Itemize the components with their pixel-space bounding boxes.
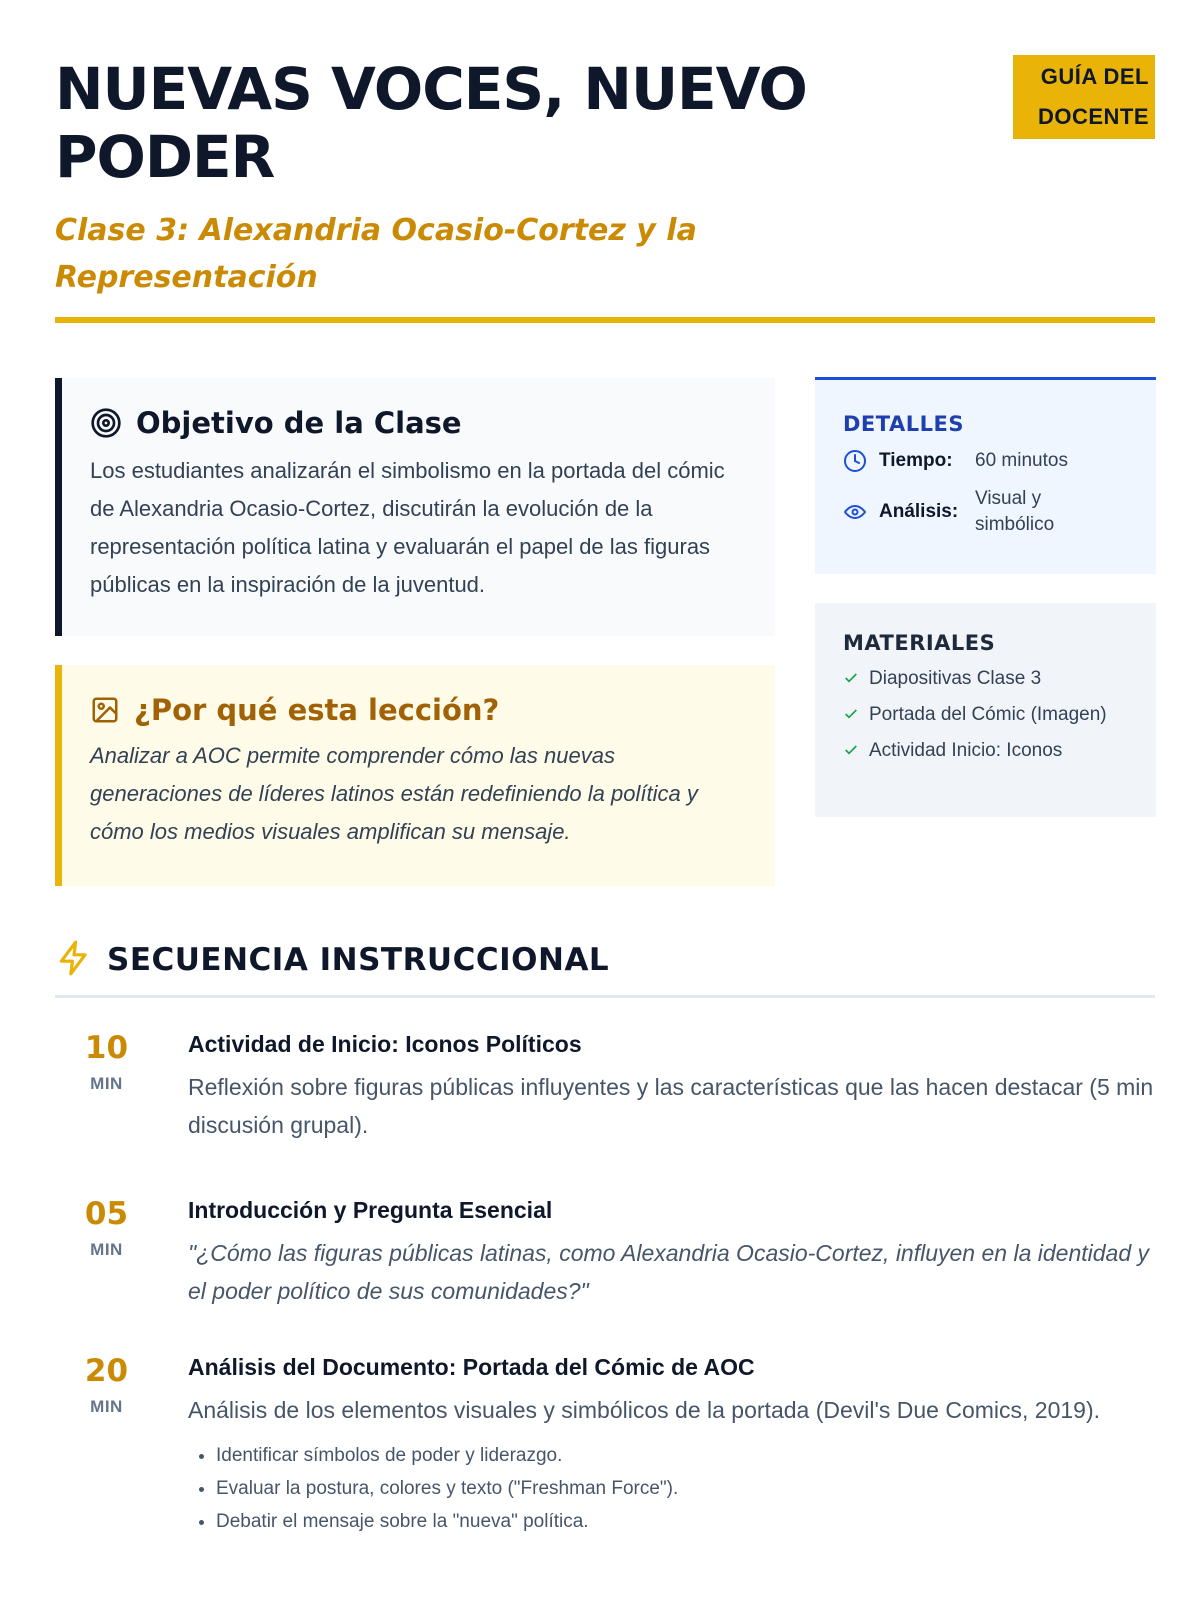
sequence-step [55,1028,1155,1144]
image-icon [90,695,120,725]
materials-panel [815,603,1156,817]
sequence-step [55,1194,1155,1310]
step-duration [55,1351,188,1538]
detail-label: Tiempo: [879,450,953,471]
step-unit: MIN [90,1240,123,1259]
objective-text: Los estudiantes analizarán el simbolismo en la portada del cómic de Alexandria Ocasio-Cortez, discutirán la evolución de la representación política latina y evaluarán el papel de las figuras públicas en la inspiración de la juventud. [90,458,725,597]
step-text: Reflexión sobre figuras públicas influyentes y las características que las hacen destacar (5 min discusión grupal). [188,1074,1154,1138]
check-icon [843,665,869,694]
step-duration [55,1194,188,1310]
list-item: • Debatir el mensaje sobre la "nueva" política. [216,1505,1155,1538]
eye-icon [843,500,867,524]
list-item [843,737,1128,766]
step-title: Análisis del Documento: Portada del Cómic de AOC [188,1354,755,1380]
step-title: Actividad de Inicio: Iconos Políticos [188,1031,582,1057]
list-item: • Identificar símbolos de poder y liderazgo. [216,1439,1155,1472]
teacher-guide-badge: GUÍA DEL DOCENTE [1013,55,1155,139]
step-text: Análisis de los elementos visuales y simbólicos de la portada (Devil's Due Comics, 2019). [188,1397,1101,1423]
step-unit: MIN [90,1397,123,1416]
details-title: DETALLES [843,412,964,436]
objective-heading: Objetivo de la Clase [136,406,462,440]
material-label: Diapositivas Clase 3 [869,668,1042,689]
page-header [55,55,1155,325]
step-unit: MIN [90,1074,123,1093]
clock-icon [843,449,867,473]
materials-title: MATERIALES [843,631,996,655]
page-subtitle: Clase 3: Alexandria Ocasio-Cortez y la Representación [55,213,697,295]
material-label: Portada del Cómic (Imagen) [869,704,1107,725]
essential-question: "¿Cómo las figuras públicas latinas, como Alexandria Ocasio-Cortez, influyen en la identidad y el poder político de sus comunidades?" [188,1240,1150,1304]
sequence-step [55,1351,1155,1538]
step-minutes: 20 [84,1353,129,1389]
lightning-icon [55,938,93,978]
step-duration [55,1028,188,1144]
step-bullets [188,1439,1155,1538]
detail-value: 60 minutos [975,450,1068,471]
materials-list [843,665,1128,766]
detail-row-analysis [843,486,1128,538]
step-minutes: 05 [84,1196,129,1232]
list-item: • Evaluar la postura, colores y texto ("Freshman Force"). [216,1472,1155,1505]
list-item [843,665,1128,694]
sequence-heading: SECUENCIA INSTRUCCIONAL [107,942,610,978]
check-icon [843,737,869,766]
step-title: Introducción y Pregunta Esencial [188,1197,553,1223]
objective-card [55,378,775,636]
page-title: NUEVAS VOCES, NUEVO PODER [55,55,807,191]
list-item [843,701,1128,730]
header-divider [55,317,1155,323]
target-icon [90,407,122,439]
why-card [55,665,775,886]
detail-value: Visual y simbólico [975,488,1055,535]
detail-row-time [843,448,1128,474]
details-panel [815,377,1156,574]
check-icon [843,701,869,730]
why-text: Analizar a AOC permite comprender cómo las nuevas generaciones de líderes latinos están redefiniendo la política y cómo los medios visuales amplifican su mensaje. [90,743,698,844]
sequence-header [55,938,1155,998]
detail-label: Análisis: [879,501,959,522]
why-heading: ¿Por qué esta lección? [134,693,500,727]
step-minutes: 10 [84,1030,129,1066]
material-label: Actividad Inicio: Iconos [869,740,1063,761]
